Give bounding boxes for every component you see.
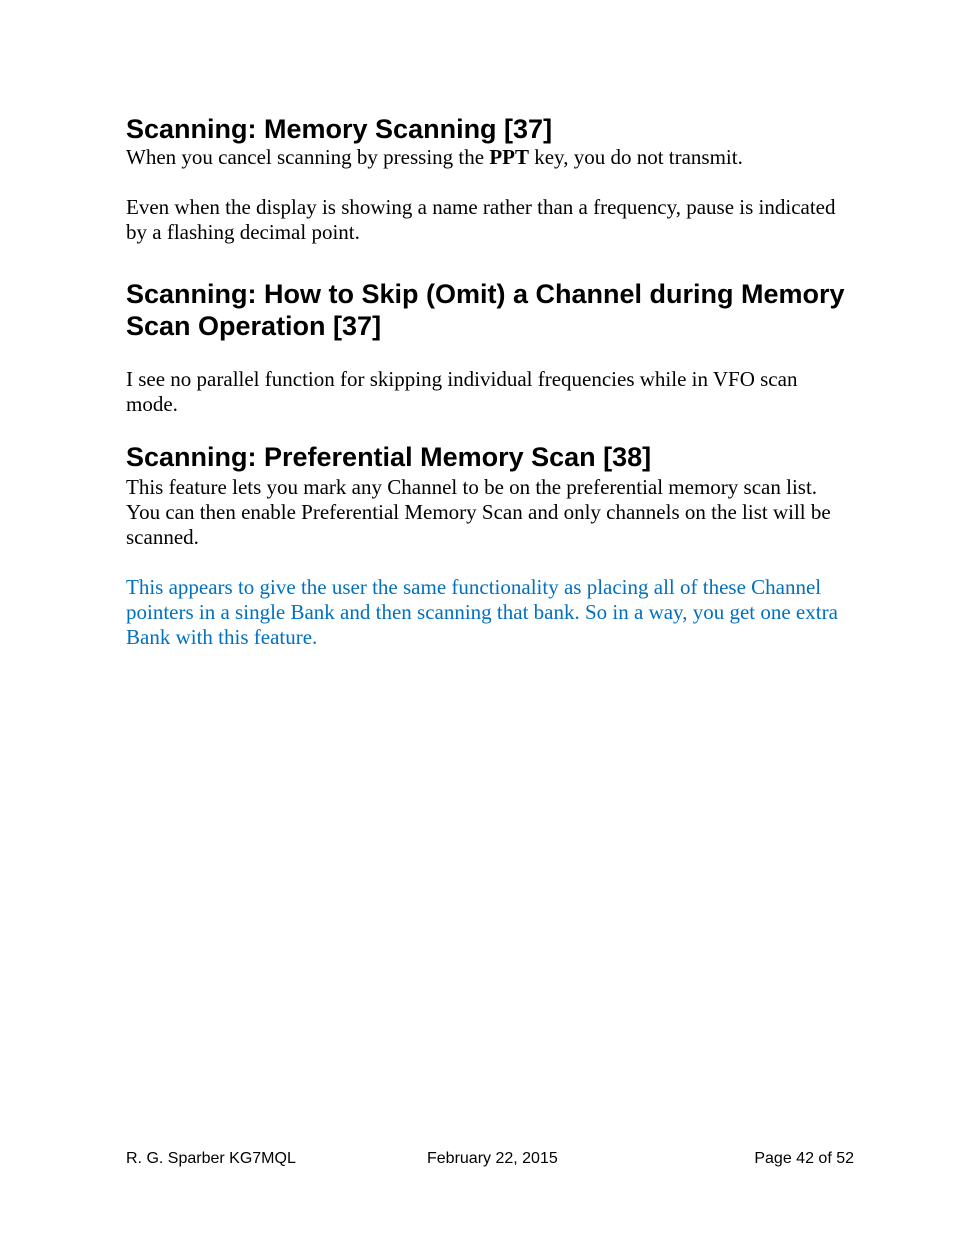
paragraph-vfo-skip: I see no parallel function for skipping individual frequencies while in VFO scan mode. [126,367,798,416]
paragraph-preferential-feature: This feature lets you mark any Channel to be on the preferential memory scan list. You can then enable Preferential Memory Scan and only channels on the list will be scanned. [126,475,831,549]
paragraph-author-commentary: This appears to give the user the same functionality as placing all of these Channel pointers in a single Bank and then scanning that bank. So in a way, you get one extra Bank with this feature. [126,575,838,649]
paragraph-pause-indicator: Even when the display is showing a name rather than a frequency, pause is indicated by a flashing decimal point. [126,195,836,244]
paragraph-cancel-scanning [126,145,846,170]
footer-author: R. G. Sparber KG7MQL [126,1150,296,1167]
footer-page-number: Page 42 of 52 [754,1150,854,1167]
document-page [126,0,846,1235]
section-heading-preferential-scan: Scanning: Preferential Memory Scan [38] [126,442,652,472]
section-heading-memory-scanning: Scanning: Memory Scanning [37] [126,114,553,144]
bold-key-name: PPT [489,145,529,169]
paragraph-text: key, you do not transmit. [528,145,743,169]
footer-date: February 22, 2015 [427,1150,558,1167]
paragraph-text: When you cancel scanning by pressing the [126,145,490,169]
section-heading-skip-channel: Scanning: How to Skip (Omit) a Channel during Memory Scan Operation [37] [126,279,845,341]
